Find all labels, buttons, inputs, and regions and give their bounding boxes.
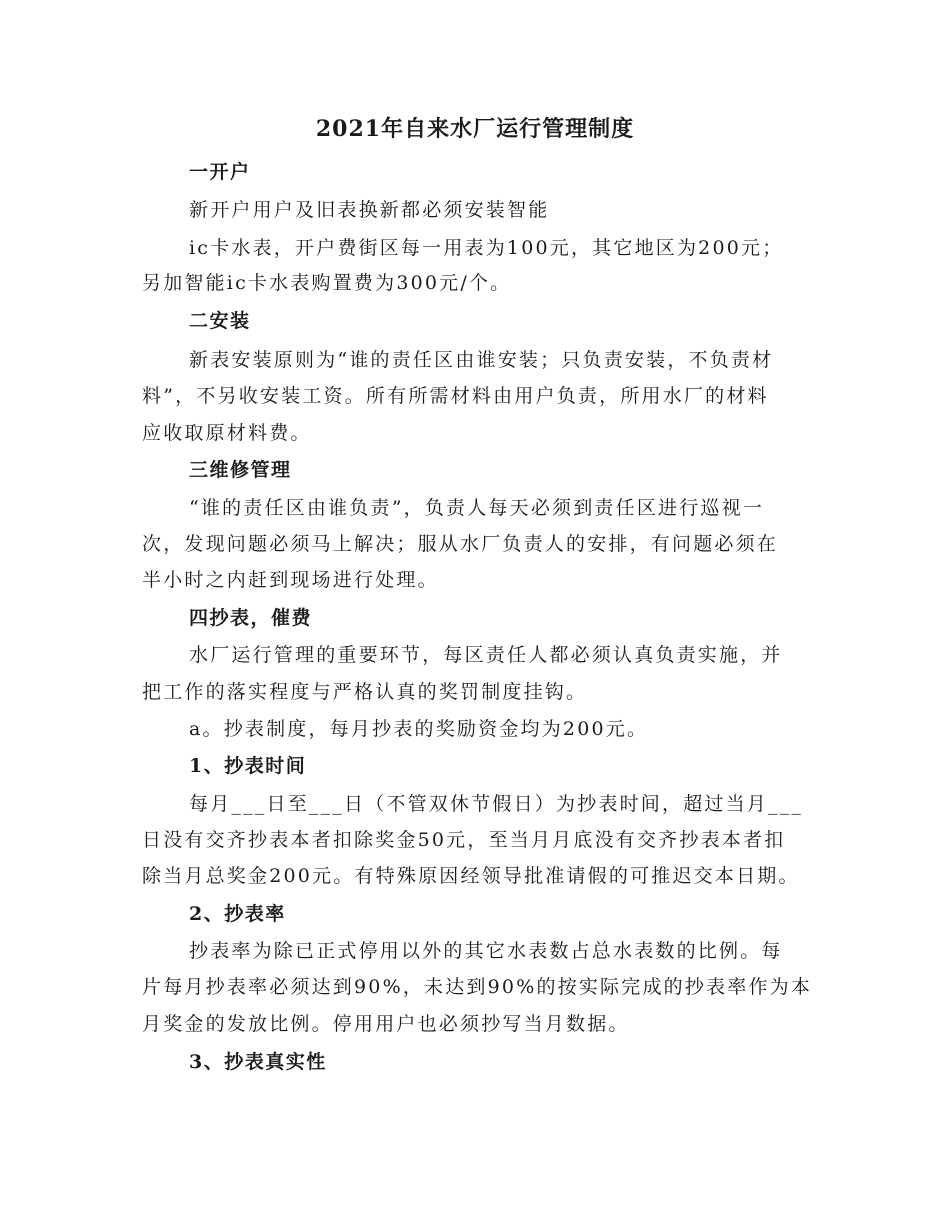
paragraph-line: 半小时之内赶到现场进行处理。 [142, 569, 439, 591]
paragraph-line: “谁的责任区由谁负责”，负责人每天必须到责任区进行巡视一 [189, 497, 765, 519]
section-heading-installation: 二安装 [189, 310, 251, 332]
paragraph-line: 日没有交齐抄表本者扣除奖金50元，至当月月底没有交齐抄表本者扣 [142, 829, 786, 851]
section-heading-maintenance: 三维修管理 [189, 459, 292, 481]
paragraph-line: 月奖金的发放比例。停用用户也必须抄写当月数据。 [142, 1013, 630, 1035]
document-title: 2021年自来水厂运行管理制度 [315, 116, 635, 142]
paragraph-line: 料”，不另收安装工资。所有所需材料由用户负责，所用水厂的材料 [142, 385, 769, 407]
paragraph-line: a。抄表制度，每月抄表的奖励资金均为200元。 [189, 718, 649, 740]
paragraph-line: 应收取原材料费。 [142, 422, 312, 444]
paragraph-line: 水厂运行管理的重要环节，每区责任人都必须认真负责实施，并 [189, 644, 783, 666]
paragraph-line: 除当月总奖金200元。有特殊原因经领导批准请假的可推迟交本日期。 [142, 865, 800, 887]
paragraph-line: 新表安装原则为“谁的责任区由谁安装；只负责安装，不负责材 [189, 349, 774, 371]
subsection-heading-reading-authenticity: 3、抄表真实性 [189, 1051, 327, 1073]
subsection-heading-reading-rate: 2、抄表率 [189, 903, 286, 925]
paragraph-line: 次，发现问题必须马上解决；服从水厂负责人的安排，有问题必须在 [142, 533, 779, 555]
subsection-heading-reading-time: 1、抄表时间 [189, 755, 307, 777]
paragraph-line: 把工作的落实程度与严格认真的奖罚制度挂钩。 [142, 681, 588, 703]
paragraph-line: 另加智能ic卡水表购置费为300元/个。 [142, 272, 512, 294]
paragraph-line: 每月___日至___日（不管双休节假日）为抄表时间，超过当月___ [189, 793, 804, 815]
paragraph-line: 抄表率为除已正式停用以外的其它水表数占总水表数的比例。每 [189, 940, 783, 962]
section-heading-account-opening: 一开户 [189, 161, 251, 183]
section-heading-meter-reading: 四抄表，催费 [189, 607, 313, 629]
paragraph-line: ic卡水表，开户费街区每一用表为100元，其它地区为200元； [189, 237, 784, 259]
paragraph-line: 新开户用户及旧表换新都必须安装智能 [189, 199, 550, 221]
paragraph-line: 片每月抄表率必须达到90%，未达到90%的按实际完成的抄表率作为本 [142, 976, 813, 998]
